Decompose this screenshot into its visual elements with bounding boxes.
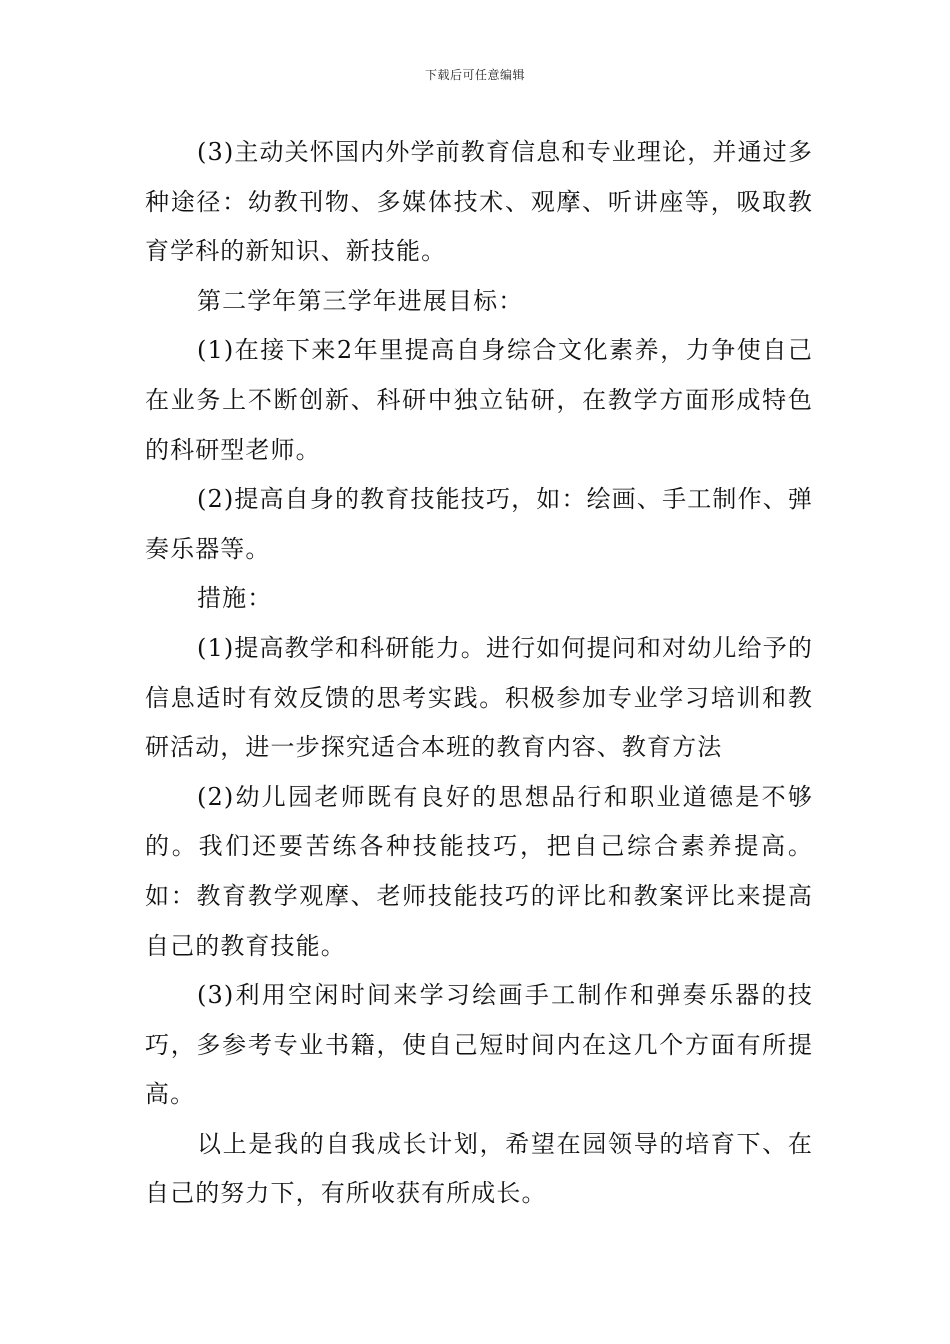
paragraph-year-goals-heading: 第二学年第三学年进展目标： [197,286,524,315]
paragraph-goal-1: (1)在接下来2年里提高自身综合文化素养，力争使自己在业务上不断创新、科研中独立钻研，在教学方面形成特色的科研型老师。 [145,336,813,464]
paragraph-measures-heading: 措施： [197,584,273,613]
page-header: 下载后可任意编辑 [424,68,525,82]
paragraph-measure-1: (1)提高教学和科研能力。进行如何提问和对幼儿给予的信息适时有效反馈的思考实践。积极参加专业学习培训和教研活动，进一步探究适合本班的教育内容、教育方法 [145,633,813,762]
paragraph-measure-3-info: (3)主动关怀国内外学前教育信息和专业理论，并通过多种途径：幼教刊物、多媒体技术、观摩、听讲座等，吸取教育学科的新知识、新技能。 [145,138,813,266]
paragraph-measure-3: (3)利用空闲时间来学习绘画手工制作和弹奏乐器的技巧，多参考专业书籍，使自己短时间内在这几个方面有所提高。 [145,981,813,1109]
paragraph-goal-2: (2)提高自身的教育技能技巧，如：绘画、手工制作、弹奏乐器等。 [145,485,813,563]
paragraph-conclusion: 以上是我的自我成长计划，希望在园领导的培育下、在自己的努力下，有所收获有所成长。 [145,1129,813,1208]
paragraph-measure-2: (2)幼儿园老师既有良好的思想品行和职业道德是不够的。我们还要苦练各种技能技巧，把自己综合素养提高。如：教育教学观摩、老师技能技巧的评比和教案评比来提高自己的教育技能。 [145,782,813,960]
document-body [145,128,813,1219]
